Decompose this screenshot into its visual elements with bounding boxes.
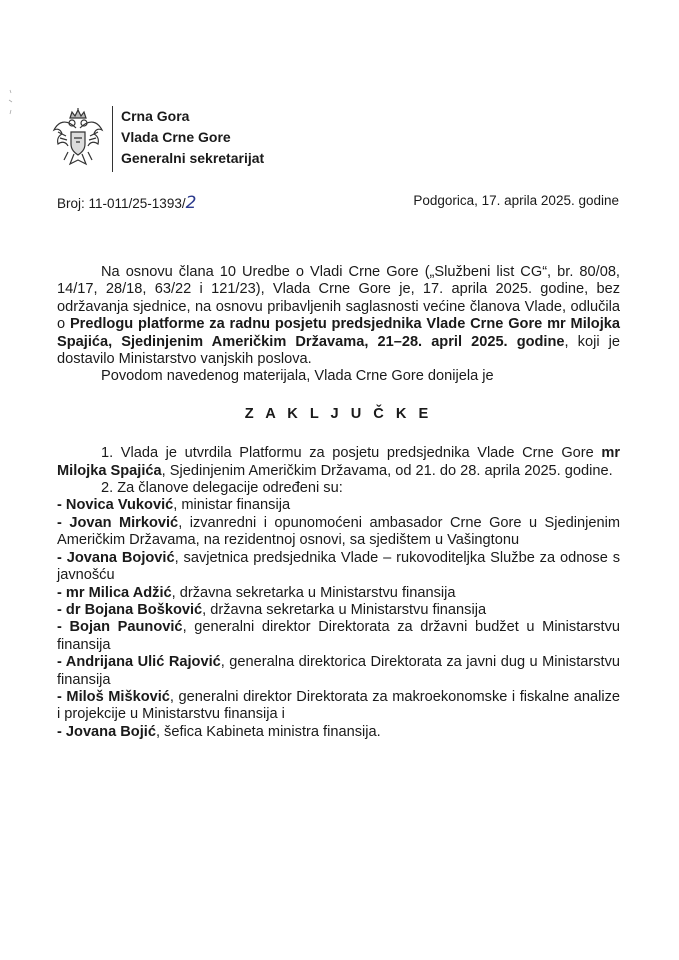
delegation-member bbox=[57, 619, 620, 654]
delegation-member bbox=[57, 515, 620, 550]
delegation-member bbox=[57, 689, 620, 724]
member-name: - mr Milica Adžić bbox=[57, 584, 172, 601]
intro-subject: Predlogu platforme za radnu posjetu predsjednika Vlade Crne Gore mr Milojka Spajića, Sjedinjenim Američkim Državama, 21–28. april 2025. godine bbox=[57, 316, 620, 350]
delegation-member bbox=[57, 550, 620, 585]
member-role: , savjetnica predsjednika Vlade – rukovoditeljka Službe za odnose s javnošću bbox=[57, 549, 620, 584]
member-name: - dr Bojana Bošković bbox=[57, 601, 203, 618]
member-role: , izvanredni i opunomoćeni ambasador Crne Gore u Sjedinjenim Američkim Državama, na rezidentnoj osnovi, sa sjedištem u Vašingtonu bbox=[57, 514, 621, 549]
reference-number-text: Broj: 11-011/25-1393/ bbox=[57, 196, 186, 211]
member-name: - Jovana Bojić bbox=[57, 723, 156, 740]
document-body bbox=[57, 264, 620, 741]
member-role: , generalni direktor Direktorata za makroekonomske i fiskalne analize i projekcije u Ministarstvu finansija i bbox=[57, 688, 620, 723]
margin-marks bbox=[6, 88, 18, 128]
government-name: Vlada Crne Gore bbox=[121, 129, 231, 145]
member-role: , državna sekretarka u Ministarstvu finansija bbox=[202, 601, 487, 618]
conclusion-1-text: 1. Vlada je utvrdila Platformu za posjetu predsjednika Vlade Crne Gore bbox=[101, 445, 602, 462]
conclusion-1-name: mr Milojka Spajića bbox=[57, 445, 620, 479]
intro-text-end: , koji je dostavilo Ministarstvo vanjskih poslova. bbox=[57, 333, 621, 368]
member-role: , državna sekretarka u Ministarstvu finansija bbox=[171, 584, 456, 601]
conclusion-1 bbox=[57, 445, 620, 480]
delegation-member bbox=[57, 602, 620, 619]
delegation-member bbox=[57, 724, 620, 741]
country-name: Crna Gora bbox=[121, 108, 190, 124]
delegation-member bbox=[57, 497, 620, 514]
delegation-member bbox=[57, 654, 620, 689]
header-divider bbox=[112, 106, 113, 172]
member-role: , generalna direktorica Direktorata za javni dug u Ministarstvu finansija bbox=[57, 654, 621, 688]
reference-number bbox=[57, 193, 196, 213]
member-name: - Andrijana Ulić Rajović bbox=[57, 654, 221, 671]
member-role: , šefica Kabineta ministra finansija. bbox=[155, 723, 381, 740]
intro-text: Na osnovu člana 10 Uredbe o Vladi Crne Gore („Službeni list CG“, br. 80/08, 14/17, 28/18, 63/22 i 121/23), Vlada Crne Gore je, 17. aprila 2025. godine, bez održavanja sjednice, na osnovu pribavljenih saglasnosti većine članova Vlade, odlučila o bbox=[57, 264, 620, 333]
conclusion-2-intro: 2. Za članove delegacije određeni su: bbox=[101, 480, 343, 497]
intro-line-2: Povodom navedenog materijala, Vlada Crne Gore donijela je bbox=[101, 368, 494, 385]
delegation-member bbox=[57, 585, 620, 602]
letterhead bbox=[121, 106, 264, 169]
member-name: - Bojan Paunović bbox=[57, 619, 183, 636]
member-name: - Jovana Bojović bbox=[57, 549, 175, 566]
member-role: , generalni direktor Direktorata za državni budžet u Ministarstvu finansija bbox=[57, 619, 621, 653]
conclusion-1-text-end: , Sjedinjenim Američkim Državama, od 21. do 28. aprila 2025. godine. bbox=[161, 462, 613, 479]
coat-of-arms-icon bbox=[52, 108, 104, 170]
place-date: Podgorica, 17. aprila 2025. godine bbox=[413, 193, 619, 208]
handwritten-number: 2 bbox=[185, 193, 197, 213]
member-name: - Jovan Mirković bbox=[57, 514, 179, 531]
section-title: Z A K L J U Č K E bbox=[244, 405, 433, 422]
member-role: , ministar finansija bbox=[173, 497, 291, 514]
office-name: Generalni sekretarijat bbox=[121, 150, 265, 166]
intro-paragraph bbox=[57, 264, 620, 368]
member-name: - Miloš Mišković bbox=[57, 688, 170, 705]
member-name: - Novica Vuković bbox=[57, 497, 174, 514]
